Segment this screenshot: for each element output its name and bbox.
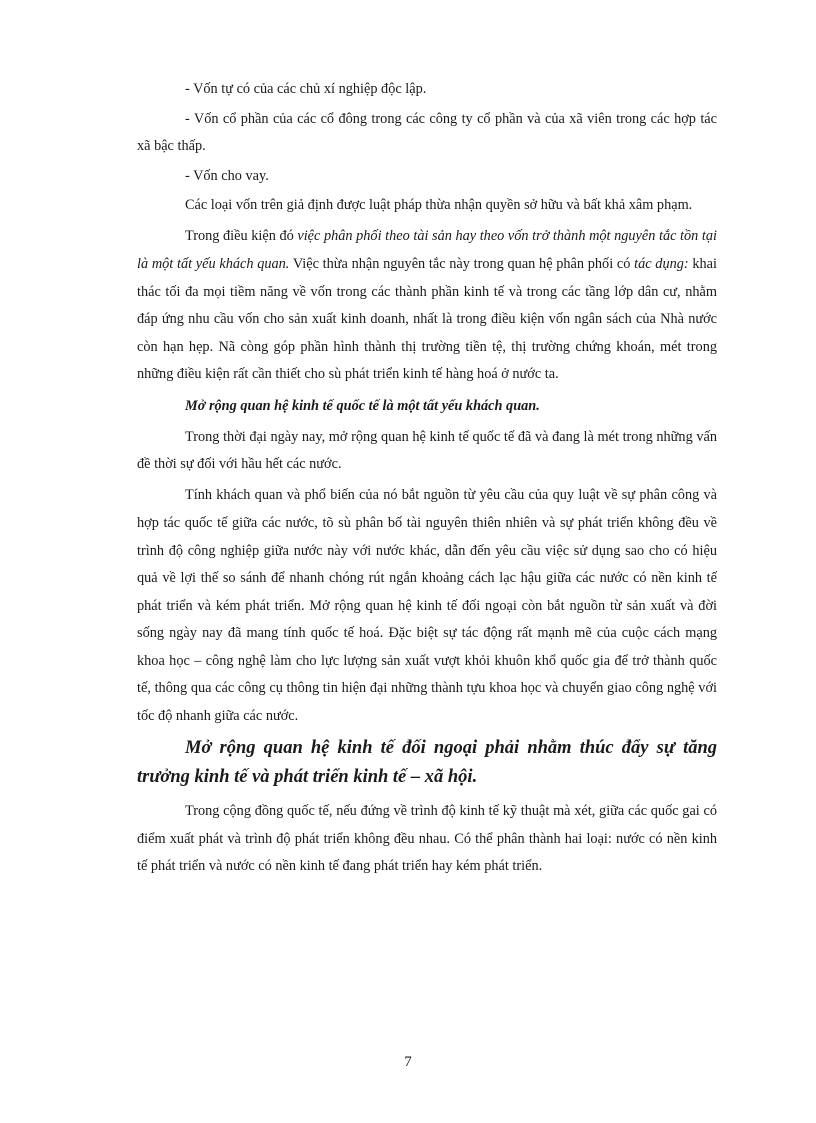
- paragraph-4: Các loại vốn trên giả định được luật pháp thừa nhận quyền sở hữu và bất khả xâm phạm.: [185, 197, 693, 214]
- paragraph-5-lead: Trong điều kiện đó: [185, 228, 298, 245]
- subheading-paragraph: Mở rộng quan hệ kinh tế quốc tế là một tất yếu khách quan.: [185, 397, 540, 414]
- paragraph-5-emphasis: việc phân phối theo tài sản hay theo vốn trở thành một nguyên tắc tồn tại là một tất yếu khách quan.: [137, 228, 717, 273]
- section-heading: Mở rộng quan hệ kinh tế đối ngoại phải nhằm thúc đẩy sự tăng trưởng kinh tế và phát triển kinh tế – xã hội.: [137, 738, 717, 788]
- paragraph-5-emphasis-2: tác dụng:: [634, 256, 689, 273]
- paragraph-5-middle: Việc thừa nhận nguyên tắc này trong quan hệ phân phối có: [289, 256, 635, 273]
- paragraph-5: [137, 223, 717, 389]
- paragraph-1: - Vốn tự có của các chủ xí nghiệp độc lập.: [185, 81, 427, 97]
- paragraph-3: - Vốn cho vay.: [185, 167, 269, 184]
- paragraph-9: Trong cộng đồng quốc tế, nếu đứng về trình độ kinh tế kỹ thuật mà xét, giữa các quốc gai có điểm xuất phát và trình độ phát triển không đều nhau. Có thể phân thành hai loại: nước có nền kinh tế phát triển và nước có nền kinh tế đang phát triển hay kém phát triển.: [137, 803, 717, 875]
- paragraph-7: Trong thời đại ngày nay, mở rộng quan hệ kinh tế quốc tế đã và đang là mét trong những vấn đề thời sự đối với hầu hết các nước.: [137, 428, 717, 473]
- paragraph-5-rest: khai thác tối đa mọi tiềm năng về vốn trong các thành phần kinh tế và trong các tầng lớp dân cư, nhằm đáp ứng nhu cầu vốn cho sản xuất kinh doanh, nhất là trong điều kiện vốn ngân sách của Nhà nước còn hạn hẹp. Nã còng góp phần hình thành thị trường tiền tệ, thị trường chứng khoán, mét trong những điều kiện rất cần thiết cho sù phát triển kinh tế hàng hoá ở nước ta.: [137, 256, 717, 383]
- page-number: 7: [404, 1054, 412, 1070]
- paragraph-2: - Vốn cổ phần của các cổ đông trong các công ty cổ phần và của xã viên trong các hợp tác xã bậc thấp.: [137, 110, 717, 155]
- paragraph-8: Tính khách quan và phổ biến của nó bắt nguồn từ yêu cầu của quy luật về sự phân công và hợp tác quốc tế giữa các nước, tõ sù phân bố tài nguyên thiên nhiên và sự phát triển không đều về trình độ công nghiệp giữa nước này với nước khác, dẫn đến yêu cầu việc sử dụng sao cho có hiệu quả về lợi thế so sánh để nhanh chóng rút ngắn khoảng cách lạc hậu giữa các nước có nền kinh tế phát triển và kém phát triển. Mở rộng quan hệ kinh tế đối ngoại còn bắt nguồn từ sản xuất và đời sống ngày nay đã mang tính quốc tế hoá. Đặc biệt sự tác động rất mạnh mẽ của cuộc cách mạng khoa học – công nghệ làm cho lực lượng sản xuất vượt khỏi khuôn khổ quốc gia để trở thành quốc tế, thông qua các công cụ thông tin hiện đại những thành tựu khoa học và chuyển giao công nghệ với tốc độ nhanh giữa các nước.: [137, 487, 717, 725]
- document-body: [137, 76, 717, 884]
